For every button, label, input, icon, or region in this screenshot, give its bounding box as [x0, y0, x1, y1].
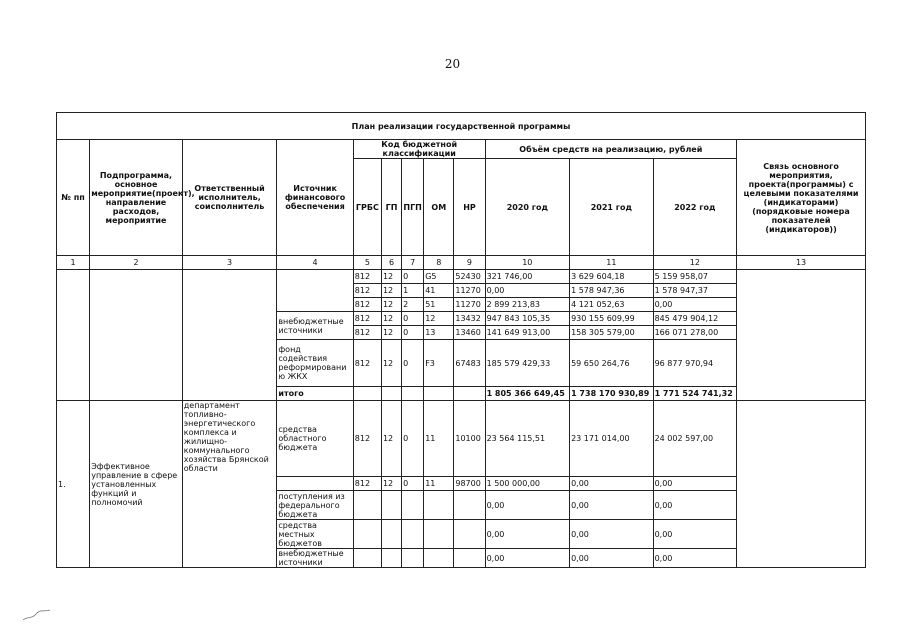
grbs-cell: [353, 520, 381, 549]
amount-2022: 166 071 278,00: [653, 326, 737, 340]
amount-2022: 24 002 597,00: [653, 401, 737, 477]
header-volume: Объём средств на реализацию, рублей: [485, 140, 737, 159]
amount-2020: 185 579 429,33: [485, 340, 570, 387]
header-2020: 2020 год: [485, 159, 570, 256]
np-cell: 13460: [454, 326, 485, 340]
amount-2022: 96 877 970,94: [653, 340, 737, 387]
amount-2021: 0,00: [570, 491, 654, 520]
source-cell: средства областного бюджета: [277, 401, 353, 477]
gp-cell: 12: [381, 477, 401, 491]
link-cell: [737, 270, 866, 401]
om-cell: G5: [424, 270, 454, 284]
header-om: ОМ: [424, 159, 454, 256]
source-cell: поступления из федерального бюджета: [277, 491, 353, 520]
column-number: 11: [570, 256, 654, 270]
amount-2020: 141 649 913,00: [485, 326, 570, 340]
grbs-cell: 812: [353, 312, 381, 326]
source-cell: внебюджетные источники: [277, 312, 353, 340]
amount-2021: 0,00: [570, 477, 654, 491]
table-title: План реализации государственной программы: [57, 113, 866, 140]
header-2022: 2022 год: [653, 159, 737, 256]
column-number: 9: [454, 256, 485, 270]
pgp-cell: [402, 491, 424, 520]
source-cell: фонд содействия реформировани ю ЖКХ: [277, 340, 353, 387]
header-budget-code: Код бюджетной классификации: [353, 140, 485, 159]
amount-2020: 2 899 213,83: [485, 298, 570, 312]
pgp-cell: 0: [402, 401, 424, 477]
column-number: 3: [182, 256, 277, 270]
np-cell: 11270: [454, 298, 485, 312]
amount-2021: 0,00: [570, 549, 654, 568]
amount-2021: 3 629 604,18: [570, 270, 654, 284]
gp-cell: 12: [381, 284, 401, 298]
grbs-cell: 812: [353, 326, 381, 340]
total-2022: 1 771 524 741,32: [653, 387, 737, 401]
column-number: 6: [381, 256, 401, 270]
amount-2020: 0,00: [485, 549, 570, 568]
column-number: 2: [90, 256, 183, 270]
amount-2021: 1 578 947,36: [570, 284, 654, 298]
header-gp: ГП: [381, 159, 401, 256]
source-cell: [277, 270, 353, 312]
column-number: 13: [737, 256, 866, 270]
grbs-cell: 812: [353, 270, 381, 284]
header-np: НР: [454, 159, 485, 256]
header-link: Связь основного мероприятия, проекта(программы) с целевыми показателями (индикаторами) (порядковые номера показателей (индикаторов)): [737, 140, 866, 256]
amount-2021: 930 155 609,99: [570, 312, 654, 326]
amount-2022: 5 159 958,07: [653, 270, 737, 284]
np-cell: 10100: [454, 401, 485, 477]
pgp-cell: 0: [402, 340, 424, 387]
source-cell: внебюджетные источники: [277, 549, 353, 568]
header-subprogram: Подпрограмма, основное мероприятие(проект), направление расходов, мероприятие: [90, 140, 183, 256]
np-cell: 98700: [454, 477, 485, 491]
om-cell: [424, 387, 454, 401]
column-number: 8: [424, 256, 454, 270]
om-cell: 12: [424, 312, 454, 326]
grbs-cell: 812: [353, 401, 381, 477]
pgp-cell: 2: [402, 298, 424, 312]
np-cell: 67483: [454, 340, 485, 387]
om-cell: 41: [424, 284, 454, 298]
pgp-cell: 0: [402, 477, 424, 491]
header-source: Источник финансового обеспечения: [277, 140, 353, 256]
page-number: 20: [444, 57, 461, 71]
gp-cell: 12: [381, 312, 401, 326]
num-cell: 1.: [57, 401, 90, 568]
grbs-cell: [353, 549, 381, 568]
gp-cell: [381, 520, 401, 549]
total-2021: 1 738 170 930,89: [570, 387, 654, 401]
column-number: 7: [402, 256, 424, 270]
grbs-cell: 812: [353, 340, 381, 387]
pgp-cell: 0: [402, 312, 424, 326]
grbs-cell: [353, 491, 381, 520]
total-label: итого: [277, 387, 353, 401]
amount-2022: 1 578 947,37: [653, 284, 737, 298]
om-cell: 13: [424, 326, 454, 340]
np-cell: [454, 387, 485, 401]
amount-2020: 0,00: [485, 520, 570, 549]
header-pgp: ПГП: [402, 159, 424, 256]
grbs-cell: 812: [353, 477, 381, 491]
pgp-cell: 0: [402, 326, 424, 340]
om-cell: 51: [424, 298, 454, 312]
amount-2022: 845 479 904,12: [653, 312, 737, 326]
table-row: [57, 270, 866, 284]
pen-mark: [22, 608, 52, 622]
om-cell: 11: [424, 477, 454, 491]
gp-cell: 12: [381, 326, 401, 340]
subprogram-cell: Эффективное управление в сфере установленных функций и полномочий: [90, 401, 183, 568]
np-cell: 11270: [454, 284, 485, 298]
column-number: 1: [57, 256, 90, 270]
amount-2022: 0,00: [653, 298, 737, 312]
amount-2020: 947 843 105,35: [485, 312, 570, 326]
gp-cell: [381, 491, 401, 520]
amount-2022: 0,00: [653, 477, 737, 491]
executor-cell: [182, 270, 277, 401]
om-cell: [424, 491, 454, 520]
amount-2022: 0,00: [653, 549, 737, 568]
header-num: № пп: [57, 140, 90, 256]
amount-2020: 23 564 115,51: [485, 401, 570, 477]
gp-cell: 12: [381, 298, 401, 312]
pgp-cell: 0: [402, 270, 424, 284]
table-row: [57, 401, 866, 477]
amount-2021: 23 171 014,00: [570, 401, 654, 477]
np-cell: [454, 549, 485, 568]
gp-cell: 12: [381, 401, 401, 477]
np-cell: 13432: [454, 312, 485, 326]
gp-cell: 12: [381, 270, 401, 284]
source-cell: средства местных бюджетов: [277, 520, 353, 549]
header-2021: 2021 год: [570, 159, 654, 256]
link-cell: [737, 401, 866, 568]
amount-2021: 0,00: [570, 520, 654, 549]
column-number: 12: [653, 256, 737, 270]
om-cell: F3: [424, 340, 454, 387]
om-cell: 11: [424, 401, 454, 477]
amount-2020: 321 746,00: [485, 270, 570, 284]
amount-2022: 0,00: [653, 491, 737, 520]
column-number: 10: [485, 256, 570, 270]
header-executor: Ответственный исполнитель, соисполнитель: [182, 140, 277, 256]
np-cell: [454, 520, 485, 549]
gp-cell: [381, 549, 401, 568]
amount-2020: 0,00: [485, 491, 570, 520]
column-number: 5: [353, 256, 381, 270]
amount-2021: 59 650 264,76: [570, 340, 654, 387]
grbs-cell: [353, 387, 381, 401]
num-cell: [57, 270, 90, 401]
header-grbs: ГРБС: [353, 159, 381, 256]
pgp-cell: [402, 549, 424, 568]
grbs-cell: 812: [353, 284, 381, 298]
pgp-cell: [402, 387, 424, 401]
grbs-cell: 812: [353, 298, 381, 312]
executor-cell: департамент топливно-энергетического комплекса и жилищно-коммунального хозяйства Брянской области: [182, 401, 277, 568]
om-cell: [424, 549, 454, 568]
om-cell: [424, 520, 454, 549]
gp-cell: [381, 387, 401, 401]
amount-2021: 158 305 579,00: [570, 326, 654, 340]
pgp-cell: [402, 520, 424, 549]
amount-2021: 4 121 052,63: [570, 298, 654, 312]
pgp-cell: 1: [402, 284, 424, 298]
np-cell: 52430: [454, 270, 485, 284]
subprogram-cell: [90, 270, 183, 401]
column-number: 4: [277, 256, 353, 270]
source-cell: [277, 477, 353, 491]
column-numbers-row: [57, 256, 866, 270]
total-2020: 1 805 366 649,45: [485, 387, 570, 401]
program-plan-table: [56, 112, 866, 568]
amount-2022: 0,00: [653, 520, 737, 549]
amount-2020: 1 500 000,00: [485, 477, 570, 491]
gp-cell: 12: [381, 340, 401, 387]
np-cell: [454, 491, 485, 520]
amount-2020: 0,00: [485, 284, 570, 298]
